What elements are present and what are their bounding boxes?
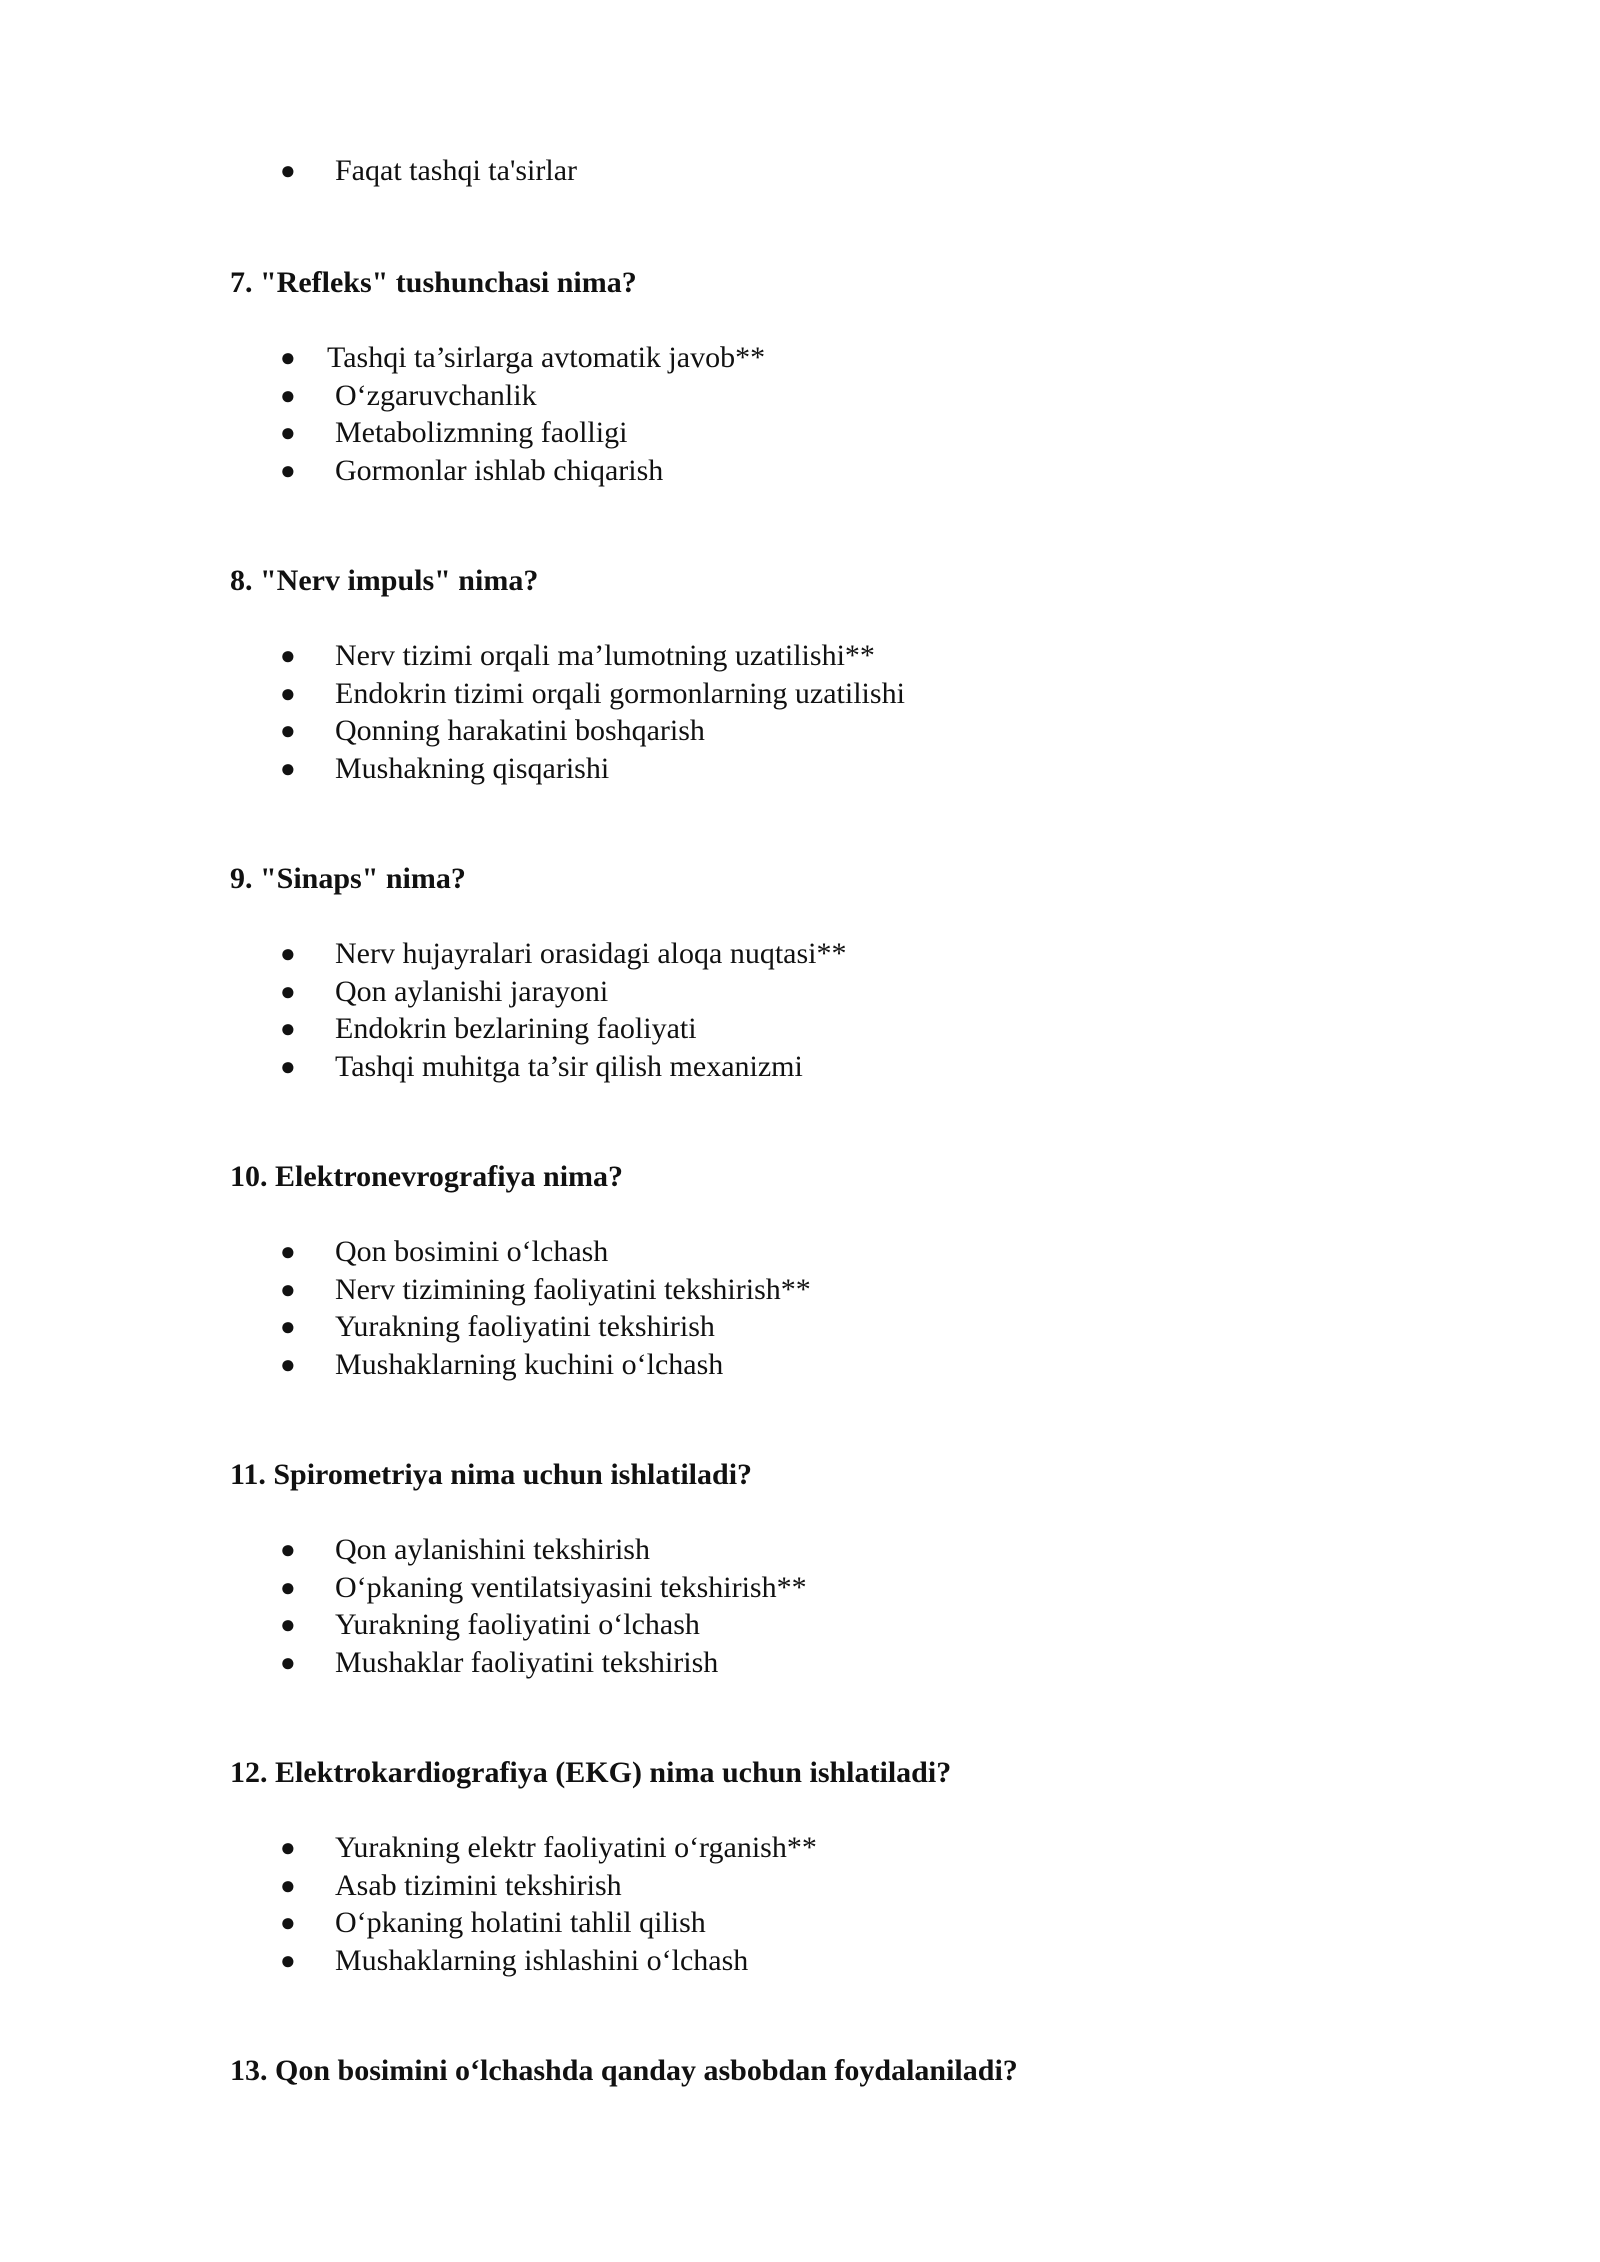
bullet-icon: ●: [280, 1014, 296, 1043]
list-item: [0, 1346, 1600, 1384]
list-item: [0, 452, 1600, 490]
option-list: [0, 1531, 1600, 1681]
option-list: [0, 339, 1600, 489]
option-text: Yurakning faoliyatini tekshirish: [335, 1310, 715, 1343]
list-item: [0, 152, 1600, 190]
option-text: Mushaklar faoliyatini tekshirish: [335, 1645, 719, 1679]
option-list: [0, 637, 1600, 787]
bullet-icon: ●: [280, 641, 296, 670]
bullet-icon: ●: [280, 1833, 296, 1862]
bullet-icon: ●: [280, 455, 296, 485]
option-text: Gormonlar ishlab chiqarish: [335, 453, 664, 487]
bullet-icon: ●: [280, 343, 296, 372]
bullet-icon: ●: [280, 716, 296, 745]
list-item: [0, 1048, 1600, 1086]
list-item: [0, 1867, 1600, 1905]
list-item: [0, 1531, 1600, 1569]
option-text: Qon aylanishini tekshirish: [335, 1533, 650, 1566]
bullet-icon: ●: [280, 1349, 296, 1379]
question-title: 12. Elektrokardiografiya (EKG) nima uchun ishlatiladi?: [230, 1756, 952, 1789]
bullet-icon: ●: [280, 1908, 296, 1937]
option-text: Tashqi muhitga ta’sir qilish mexanizmi: [335, 1049, 803, 1083]
list-item: [0, 935, 1600, 973]
option-text: O‘pkaning holatini tahlil qilish: [335, 1906, 706, 1939]
list-item: [0, 377, 1600, 415]
list-item: [0, 339, 1600, 377]
bullet-icon: ●: [280, 418, 296, 447]
list-item: [0, 1942, 1600, 1980]
option-text: Asab tizimini tekshirish: [335, 1868, 622, 1902]
list-item: [0, 1233, 1600, 1271]
list-item: [0, 1271, 1600, 1309]
option-list: [0, 935, 1600, 1085]
question-title: 11. Spirometriya nima uchun ishlatiladi?: [230, 1458, 753, 1491]
bullet-icon: ●: [280, 1312, 296, 1341]
bullet-icon: ●: [280, 976, 296, 1006]
question-title: 9. "Sinaps" nima?: [230, 862, 466, 895]
bullet-icon: ●: [280, 678, 296, 708]
option-text: O‘zgaruvchanlik: [335, 378, 537, 412]
question-title: 7. "Refleks" tushunchasi nima?: [230, 266, 637, 299]
option-text: Tashqi ta’sirlarga avtomatik javob**: [327, 341, 766, 374]
list-item: [0, 1829, 1600, 1867]
leading-option-list: [0, 152, 1600, 190]
bullet-icon: ●: [280, 753, 296, 783]
list-item: [0, 1904, 1600, 1942]
bullet-icon: ●: [280, 1870, 296, 1900]
option-text: Endokrin bezlarining faoliyati: [335, 1012, 697, 1045]
list-item: [0, 712, 1600, 750]
bullet-icon: ●: [280, 1610, 296, 1639]
bullet-icon: ●: [280, 1051, 296, 1081]
option-text: O‘pkaning ventilatsiyasini tekshirish**: [335, 1570, 807, 1604]
option-text: Yurakning elektr faoliyatini o‘rganish**: [335, 1831, 817, 1864]
list-item: [0, 414, 1600, 452]
bullet-icon: ●: [280, 380, 296, 410]
option-text: Qon aylanishi jarayoni: [335, 974, 609, 1008]
option-text: Qon bosimini o‘lchash: [335, 1235, 609, 1268]
list-item: [0, 973, 1600, 1011]
option-text: Nerv tizimining faoliyatini tekshirish**: [335, 1272, 811, 1306]
option-text: Yurakning faoliyatini o‘lchash: [335, 1608, 700, 1641]
option-text: Mushaklarning kuchini o‘lchash: [335, 1347, 724, 1381]
list-item: [0, 750, 1600, 788]
question-title: 13. Qon bosimini o‘lchashda qanday asbobdan foydalaniladi?: [230, 2054, 1018, 2087]
option-text: Faqat tashqi ta'sirlar: [335, 154, 578, 187]
list-item: [0, 1569, 1600, 1607]
option-list: [0, 1829, 1600, 1979]
bullet-icon: ●: [280, 1945, 296, 1975]
option-text: Mushakning qisqarishi: [335, 751, 610, 785]
bullet-icon: ●: [280, 1647, 296, 1677]
list-item: [0, 1010, 1600, 1048]
option-text: Mushaklarning ishlashini o‘lchash: [335, 1943, 749, 1977]
bullet-icon: ●: [280, 939, 296, 968]
list-item: [0, 1308, 1600, 1346]
bullet-icon: ●: [280, 1274, 296, 1304]
bullet-icon: ●: [280, 156, 296, 185]
option-text: Nerv hujayralari orasidagi aloqa nuqtasi**: [335, 937, 847, 970]
list-item: [0, 637, 1600, 675]
bullet-icon: ●: [280, 1535, 296, 1564]
list-item: [0, 1606, 1600, 1644]
option-list: [0, 1233, 1600, 1383]
option-text: Nerv tizimi orqali ma’lumotning uzatilishi**: [335, 639, 875, 672]
question-title: 8. "Nerv impuls" nima?: [230, 564, 539, 597]
bullet-icon: ●: [280, 1237, 296, 1266]
list-item: [0, 675, 1600, 713]
bullet-icon: ●: [280, 1572, 296, 1602]
question-title: 10. Elektronevrografiya nima?: [230, 1160, 624, 1193]
option-text: Endokrin tizimi orqali gormonlarning uzatilishi: [335, 676, 905, 710]
option-text: Qonning harakatini boshqarish: [335, 714, 705, 747]
option-text: Metabolizmning faolligi: [335, 416, 628, 449]
list-item: [0, 1644, 1600, 1682]
